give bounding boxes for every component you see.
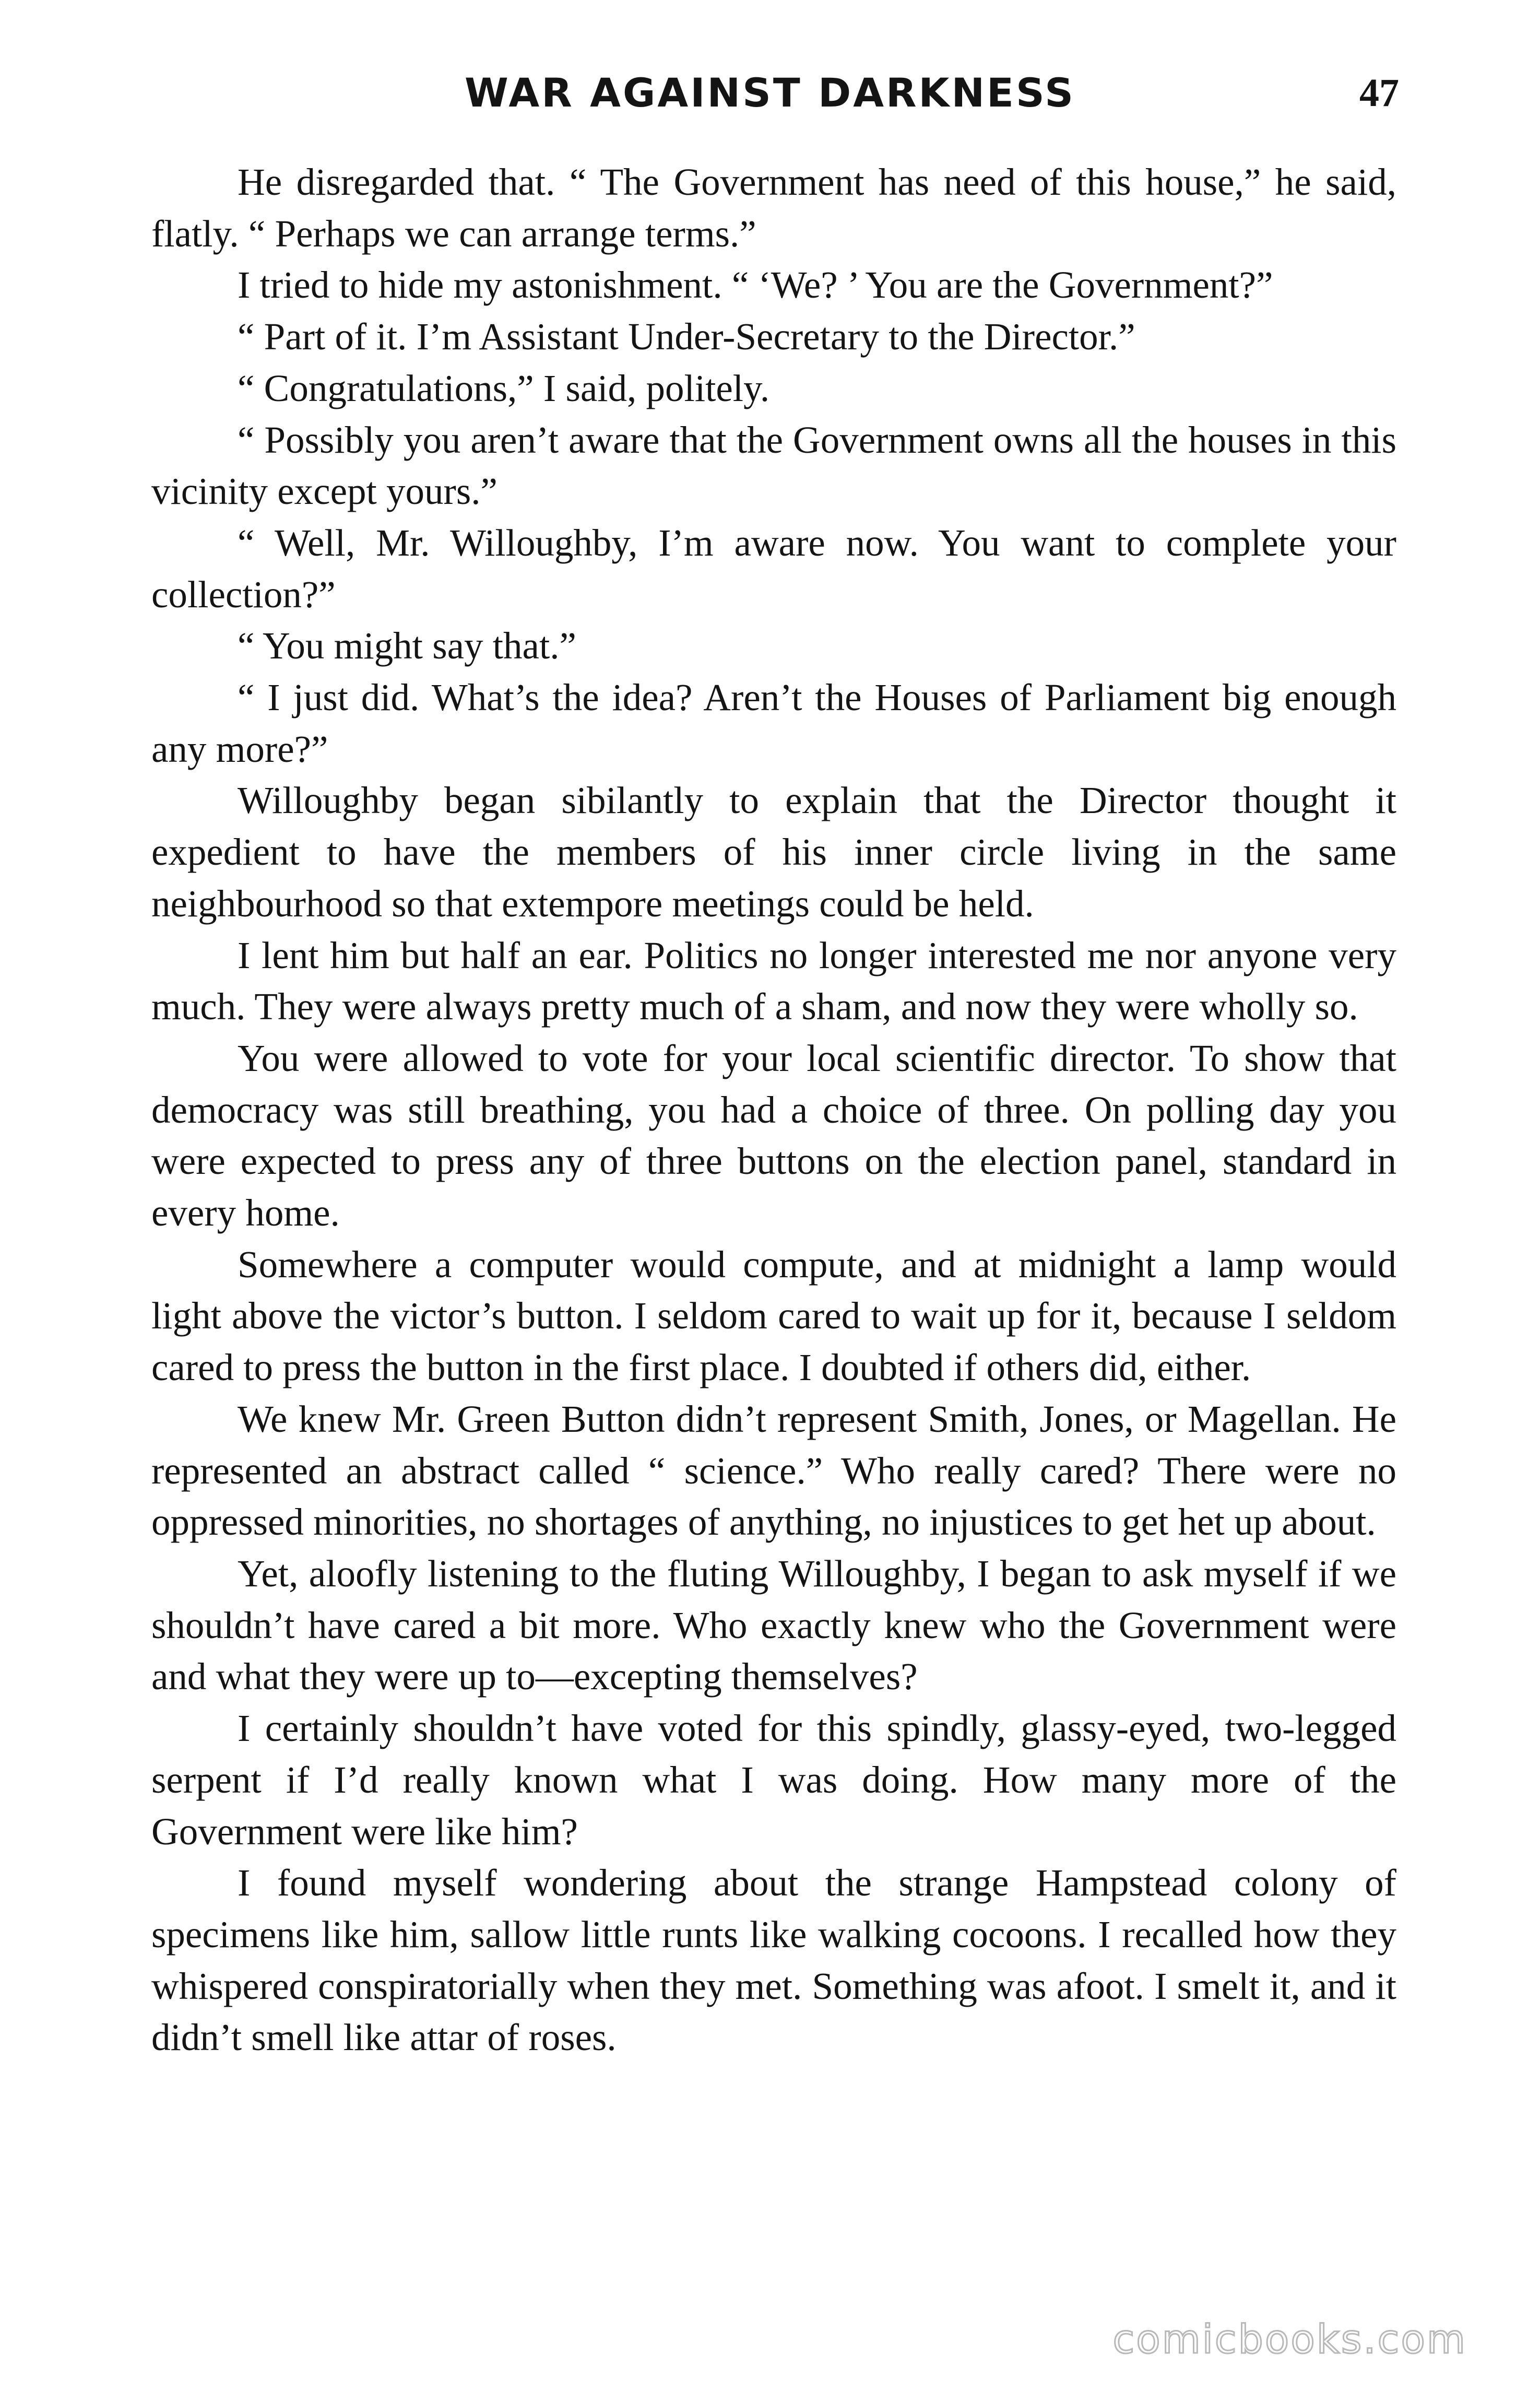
paragraph: “ Part of it. I’m Assistant Under-Secretary to the Director.” (238, 315, 1135, 358)
paragraph: I certainly shouldn’t have voted for this spindly, glassy-eyed, two-legged serpent if I’d really known what I was doing. How many more of the Government were like him? (151, 1707, 1396, 1853)
paragraph: Willoughby began sibilantly to explain that the Director thought it expedient to have the members of his inner circle living in the same neighbourhood so that extempore meetings could be held. (151, 779, 1396, 925)
paragraph: “ I just did. What’s the idea? Aren’t the Houses of Parliament big enough any more?” (151, 676, 1396, 770)
paragraph: I tried to hide my astonishment. “ ‘We? ’ You are the Government?” (238, 264, 1273, 307)
paragraph: Yet, aloofly listening to the fluting Willoughby, I began to ask myself if we shouldn’t have cared a bit more. Who exactly knew who the Government were and what they were up to—excepting themselves? (151, 1552, 1396, 1698)
paragraph: We knew Mr. Green Button didn’t represent Smith, Jones, or Magellan. He represented an abstract called “ science.” Who really cared? There were no oppressed minorities, no shortages of anything, no injustices to get het up about. (151, 1397, 1396, 1544)
paragraph: I lent him but half an ear. Politics no longer interested me nor anyone very much. They were always pretty much of a sham, and now they were wholly so. (151, 934, 1396, 1028)
paragraph: “ Possibly you aren’t aware that the Government owns all the houses in this vicinity except yours.” (151, 418, 1396, 513)
page-number: 47 (1359, 71, 1399, 115)
paragraph: Somewhere a computer would compute, and at midnight a lamp would light above the victor’s button. I seldom cared to wait up for it, because I seldom cared to press the button in the first place. I doubted if others did, either. (151, 1243, 1396, 1389)
body-text (151, 157, 1396, 2064)
paragraph: “ Congratulations,” I said, politely. (238, 367, 770, 409)
paragraph: “ Well, Mr. Willoughby, I’m aware now. You want to complete your collection?” (151, 521, 1396, 616)
paragraph: You were allowed to vote for your local scientific director. To show that democracy was still breathing, you had a choice of three. On polling day you were expected to press any of three buttons on the election panel, standard in every home. (151, 1037, 1396, 1234)
running-title: WAR AGAINST DARKNESS (464, 69, 1076, 116)
running-head (0, 62, 1540, 124)
paragraph: “ You might say that.” (238, 625, 576, 667)
paragraph: He disregarded that. “ The Government has need of this house,” he said, flatly. “ Perhaps we can arrange terms.” (151, 161, 1396, 255)
paragraph: I found myself wondering about the strange Hampstead colony of specimens like him, sallow little runts like walking cocoons. I recalled how they whispered conspiratorially when they met. Something was afoot. I smelt it, and it didn’t smell like attar of roses. (151, 1862, 1396, 2059)
watermark: comicbooks.com (1112, 2316, 1467, 2362)
